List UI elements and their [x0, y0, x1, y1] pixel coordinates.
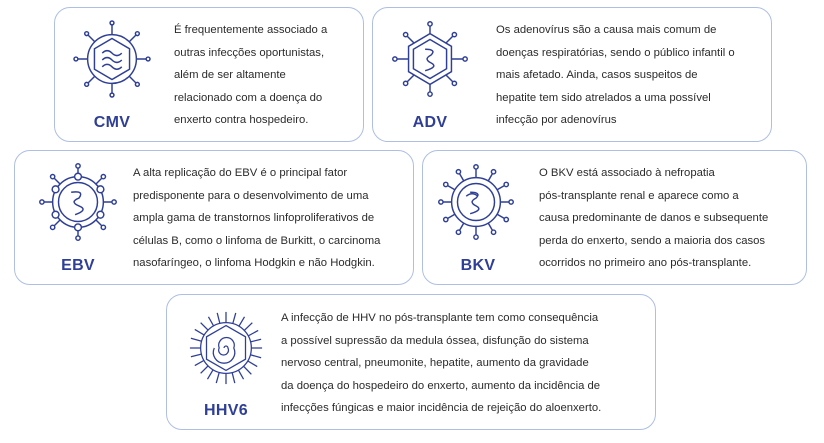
virus-description-ebv: A alta replicação do EBV é o principal fator predisponente para o desenvolvimento de uma ampla gama de transtornos linfoproliferativos de células B, como o linfoma de Burkitt, o carcinoma nasofaríngeo, o linfoma Hodgkin e não Hodgkin. [133, 167, 381, 269]
adv-virus-icon [391, 20, 469, 98]
hhv6-virus-icon [187, 309, 265, 387]
virus-description-bkv: O BKV está associado à nefropatia pós-transplante renal e aparece como a causa predominante de danos e subsequente perda do enxerto, sendo a maioria dos casos ocorridos no primeiro ano pós-transplante. [539, 167, 769, 269]
virus-label-cmv: CMV [93, 114, 131, 131]
ebv-virus-icon [39, 163, 117, 241]
card-hhv6 [166, 294, 656, 430]
cmv-virus-icon [73, 20, 151, 98]
virus-label-hhv6: HHV6 [204, 402, 248, 419]
bkv-virus-icon [437, 163, 515, 241]
virus-description-hhv6: A infecção de HHV no pós-transplante tem como consequência a possível supressão da medula óssea, disfunção do sistema nervoso central, pneumonite, hepatite, aumento da gravidade da doença do hospedeiro do enxerto, aumento da incidência de infecções fúngicas e maior incidência de rejeição do aloenxerto. [281, 312, 602, 414]
virus-description-adv: Os adenovírus são a causa mais comum de doenças respiratórias, sendo o público infantil o mais afetado. Ainda, casos suspeitos de hepatite tem sido atrelados a uma possível infecção por adenovírus [496, 24, 735, 126]
card-bkv [422, 150, 807, 285]
card-adv [372, 7, 772, 142]
virus-description-cmv: É frequentemente associado a outras infecções oportunistas, além de ser altamente relacionado com a doença do enxerto contra hospedeiro. [174, 24, 328, 126]
virus-label-adv: ADV [412, 114, 448, 131]
card-ebv [14, 150, 414, 285]
card-cmv [54, 7, 364, 142]
virus-label-ebv: EBV [61, 257, 95, 274]
virus-label-bkv: BKV [460, 257, 496, 274]
